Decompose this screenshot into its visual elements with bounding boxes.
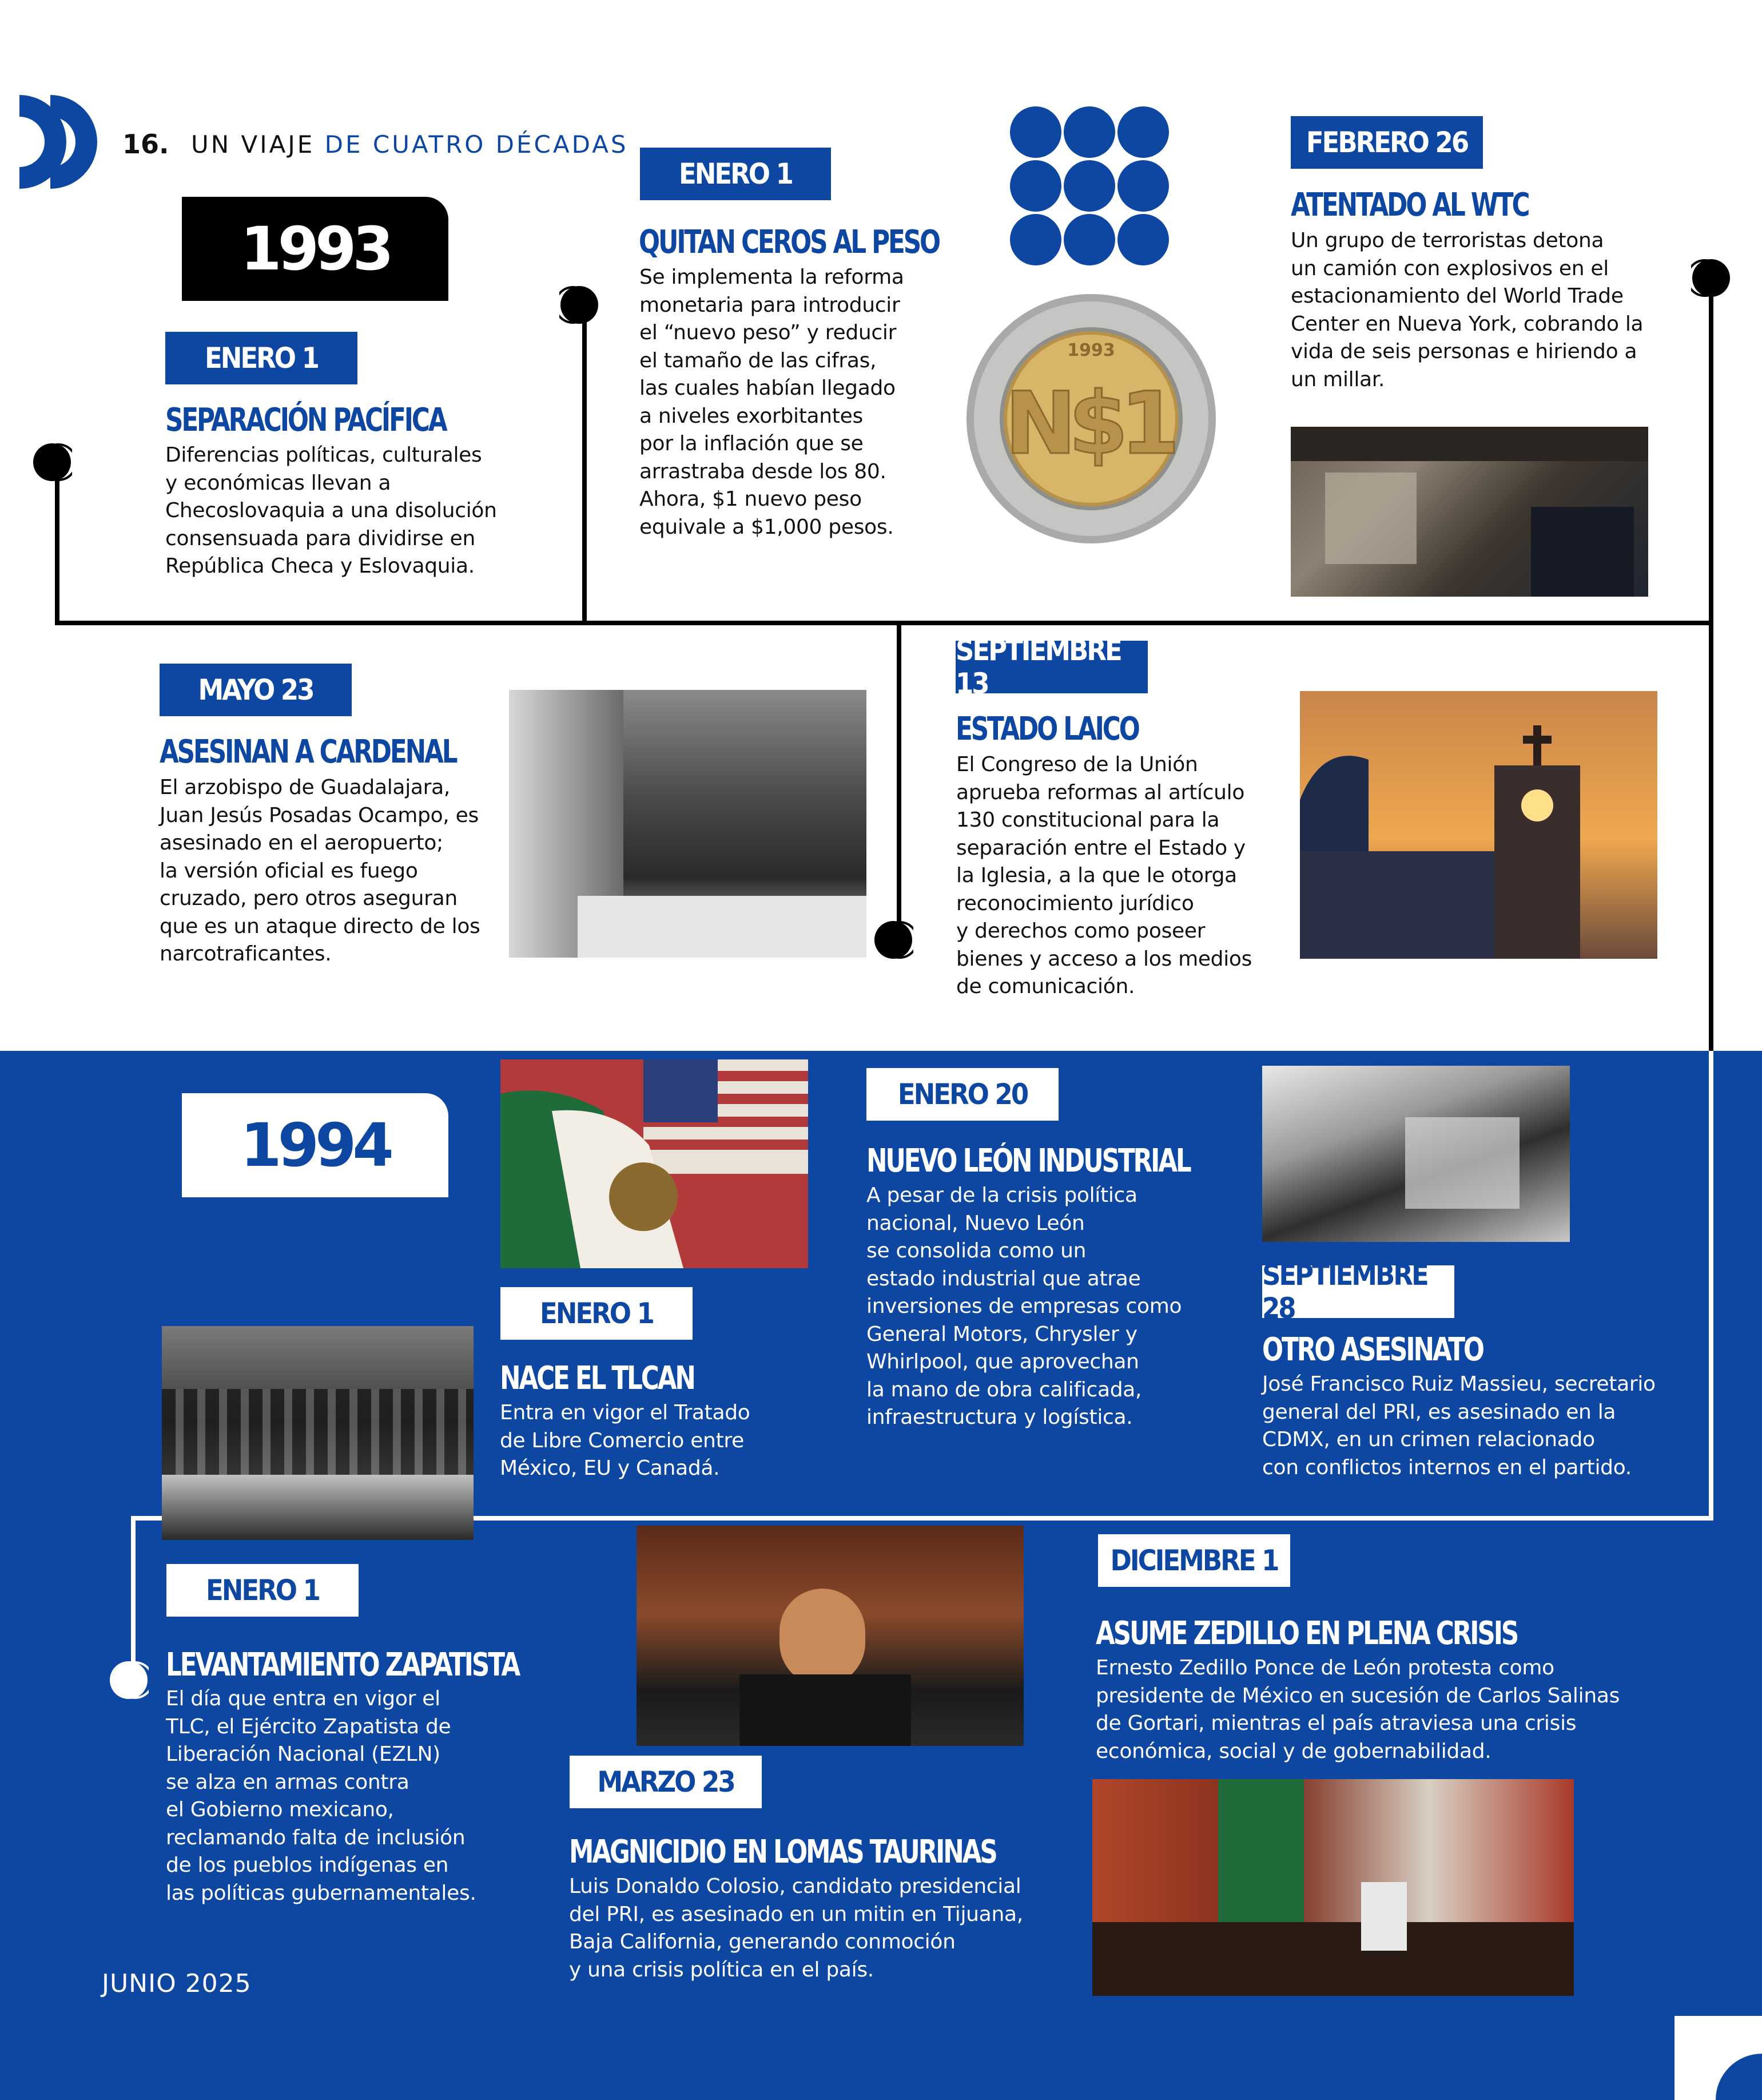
event-headline: MAGNICIDIO EN LOMAS TAURINAS bbox=[569, 1833, 996, 1871]
event-description: José Francisco Ruiz Massieu, secretario general del PRI, es asesinado en la CDMX, en un crimen relacionado con conflictos internos en el partido. bbox=[1262, 1372, 1656, 1479]
event-date: ENERO 20 bbox=[866, 1068, 1059, 1121]
event-description: El arzobispo de Guadalajara, Juan Jesús Posadas Ocampo, es asesinado en el aeropuerto; la versión oficial es fuego cruzado, pero otros aseguran que es un ataque directo de los narcotraficantes. bbox=[160, 776, 480, 966]
event-description: Diferencias políticas, culturales y económicas llevan a Checoslovaquia a una disolución consensuada para dividirse en República Checa y Eslovaquia. bbox=[165, 443, 497, 578]
colosio-photo bbox=[637, 1526, 1024, 1746]
decorative-dots-icon bbox=[1009, 106, 1170, 266]
event-headline: ASESINAN A CARDENAL bbox=[160, 733, 456, 771]
timeline-connector bbox=[55, 463, 59, 625]
section-title: UN VIAJE DE CUATRO DÉCADAS bbox=[191, 130, 629, 158]
event-description: Luis Donaldo Colosio, candidato presidencial del PRI, es asesinado en un mitin en Tijuana, Baja California, generando conmoción y una crisis política en el país. bbox=[569, 1875, 1023, 1982]
event-date: ENERO 1 bbox=[165, 332, 357, 384]
corner-tab bbox=[1675, 2016, 1762, 2100]
event-description: Ernesto Zedillo Ponce de León protesta como presidente de México en sucesión de Carlos Salinas de Gortari, mientras el país atraviesa una crisis económica, social y de gobernabilidad. bbox=[1096, 1656, 1620, 1763]
event-date: ENERO 1 bbox=[500, 1287, 693, 1340]
event-description: Se implementa la reforma monetaria para introducir el “nuevo peso” y reducir el tamaño de las cifras, las cuales habían llegado a niveles exorbitantes por la inflación que se arrastraba desde los 80. Ahora, $1 nuevo peso equivale a $1,000 pesos. bbox=[639, 265, 904, 539]
year-label: 1994 bbox=[182, 1093, 448, 1197]
church-bell-tower-photo bbox=[1300, 691, 1657, 959]
timeline-node bbox=[1691, 258, 1731, 298]
event-description: El día que entra en vigor el TLC, el Ejército Zapatista de Liberación Nacional (EZLN) se alza en armas contra el Gobierno mexicano, reclamando falta de inclusión de los pueblos indígenas en las políticas gubernamentales. bbox=[166, 1687, 476, 1905]
event-date: MARZO 23 bbox=[570, 1756, 762, 1808]
event-date: DICIEMBRE 1 bbox=[1098, 1534, 1290, 1587]
event-headline: NUEVO LEÓN INDUSTRIAL bbox=[866, 1142, 1190, 1180]
event-date: MAYO 23 bbox=[160, 664, 352, 716]
event-date: ENERO 1 bbox=[640, 148, 831, 200]
event-date: SEPTIEMBRE 13 bbox=[956, 641, 1148, 693]
zapatistas-photo bbox=[162, 1326, 474, 1540]
event-headline: ATENTADO AL WTC bbox=[1291, 186, 1529, 224]
flags-photo bbox=[500, 1059, 808, 1268]
timeline-node bbox=[873, 920, 913, 960]
timeline-connector bbox=[1709, 279, 1713, 1051]
coin-value: N$1 bbox=[1004, 374, 1172, 474]
event-date: FEBRERO 26 bbox=[1291, 116, 1483, 169]
timeline-connector bbox=[897, 621, 901, 941]
event-headline: OTRO ASESINATO bbox=[1262, 1331, 1483, 1368]
corner-logo-icon bbox=[1692, 2054, 1762, 2100]
zedillo-inauguration-photo bbox=[1092, 1779, 1574, 1996]
issue-date: JUNIO 2025 bbox=[102, 1969, 252, 1998]
header bbox=[0, 0, 1762, 189]
timeline-connector bbox=[131, 1516, 136, 1676]
page-number: 16. bbox=[122, 129, 169, 160]
wtc-photo bbox=[1291, 427, 1648, 597]
timeline-node bbox=[32, 442, 72, 482]
car-crime-scene-photo bbox=[1262, 1066, 1570, 1242]
event-headline: ASUME ZEDILLO EN PLENA CRISIS bbox=[1096, 1615, 1518, 1652]
event-description: Entra en vigor el Tratado de Libre Comercio entre México, EU y Canadá. bbox=[500, 1401, 750, 1480]
event-description: A pesar de la crisis política nacional, Nuevo León se consolida como un estado industrial que atrae inversiones de empresas como General Motors, Chrysler y Whirlpool, que aprovechan la mano de obra calificada, infraestructura y logística. bbox=[866, 1184, 1182, 1429]
event-description: Un grupo de terroristas detona un camión con explosivos en el estacionamiento del World Trade Center en Nueva York, cobrando la vida de seis personas e hiriendo a un millar. bbox=[1291, 229, 1644, 391]
event-headline: LEVANTAMIENTO ZAPATISTA bbox=[166, 1646, 519, 1684]
timeline-node bbox=[559, 285, 599, 325]
double-d-logo-icon bbox=[19, 95, 110, 189]
event-date: SEPTIEMBRE 28 bbox=[1262, 1265, 1454, 1318]
event-date: ENERO 1 bbox=[166, 1564, 359, 1617]
event-headline: ESTADO LAICO bbox=[956, 710, 1139, 748]
timeline-line bbox=[55, 621, 1711, 625]
event-headline: QUITAN CEROS AL PESO bbox=[639, 224, 940, 261]
event-description: El Congreso de la Unión aprueba reformas al artículo 130 constitucional para la separación entre el Estado y la Iglesia, a la que le otorga reconocimiento jurídico y derechos como poseer bienes y acceso a los medios de comunicación. bbox=[956, 753, 1252, 998]
cardinal-funeral-photo bbox=[509, 690, 866, 958]
timeline-connector bbox=[582, 305, 587, 625]
new-peso-coin-image bbox=[965, 293, 1217, 545]
timeline-node bbox=[109, 1660, 149, 1700]
event-headline: SEPARACIÓN PACÍFICA bbox=[165, 402, 446, 439]
event-headline: NACE EL TLCAN bbox=[500, 1360, 694, 1397]
coin-year: 1993 bbox=[1067, 340, 1115, 360]
timeline-line bbox=[1709, 1051, 1713, 1521]
year-label: 1993 bbox=[182, 197, 448, 301]
